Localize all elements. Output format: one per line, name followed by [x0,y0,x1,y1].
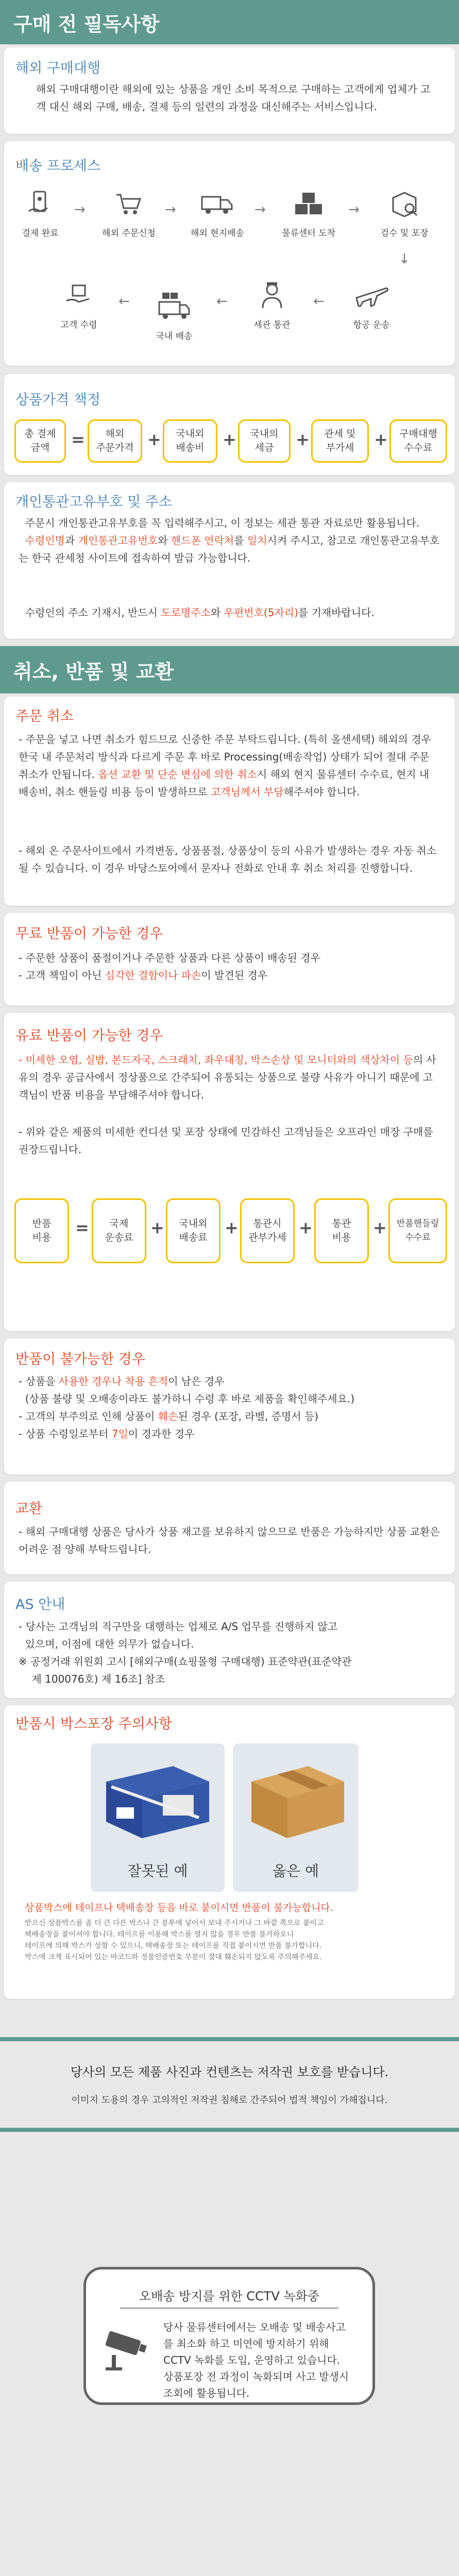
paid-return-title: 유료 반품이 가능한 경우 [15,1028,163,1044]
payment-hand-icon [25,189,56,219]
cctv-title-underline [120,2308,338,2309]
price-box-tax: 국내의 세금 [238,419,291,463]
copyright-title: 당사의 모든 제품 사진과 컨텐츠는 저작권 보호를 받습니다. [70,2065,389,2079]
step-label: 물류센터 도착 [282,228,335,239]
cctv-body: 당사 물류센터에서는 오배송 및 배송사고를 최소화 하고 미연에 방지하기 위해 CCTV 녹화를 도입, 운영하고 있습니다. 상품포장 전 과정이 녹화되며 사고 발생시 조회에 활용됩니다. [163,2321,349,2399]
price-box-fee: 구매대행 수수료 [389,419,447,463]
intro-title: 해외 구매대행 [15,60,101,76]
plus-sign: + [223,430,236,449]
return-box-handling: 반품핸들링 수수료 [388,1198,447,1263]
step-label: 해외 주문신청 [102,228,156,239]
cancel-body-2: - 해외 온 주문사이트에서 가격변동, 상품품절, 상품상이 등의 사유가 발생하는 경우 자동 취소될 수 있습니다. 이 경우 바당스토어에서 문자나 전화로 안내 후 취소 처리를 진행합니다. [19,844,437,874]
customs-officer-icon [257,280,287,311]
arrow-left-icon: ← [313,294,325,309]
return-box-intl: 국제 운송료 [92,1198,146,1263]
arrow-right-icon: → [348,202,360,217]
cctv-notice [83,2267,375,2405]
no-return-list: - 상품을 사용한 경우나 착용 흔적이 남은 경우 (상품 불량 및 오배송이라도 불가하니 수령 후 바로 제품을 확인해주세요.) - 고객의 부주의로 인해 상품이 훼손된 경우 (포장, 라벨, 증명서 등) - 상품 수령일로부터 7일이 경과한 경우 [19,1375,355,1440]
plus-sign: + [225,1218,239,1238]
step-order [98,189,160,239]
arrow-left-icon: ← [118,294,130,309]
step-label: 고객 수령 [60,320,97,330]
free-return-title: 무료 반품이 가능한 경우 [15,926,163,942]
customs-title: 개인통관고유부호 및 주소 [15,494,173,510]
step-receive [50,280,107,330]
exchange-title: 교환 [15,1501,43,1517]
step-label: 국내 배송 [156,331,193,342]
equals-sign: = [75,1218,89,1238]
plus-sign: + [147,430,161,449]
divider-top [0,2037,459,2041]
customs-card [4,482,455,639]
receive-box-icon [63,280,94,311]
exchange-card [4,1482,455,1574]
cancel-title: 주문 취소 [15,708,74,724]
customs-body-2: 수령인의 주소 기재시, 반드시 도로명주소와 우편번호(5자리)를 기재바랍니다. [25,606,375,619]
copyright-body: 이미지 도용의 경우 고의적인 저작권 침해로 간주되어 법적 책임이 가해집니다. [71,2095,388,2106]
arrow-right-icon: → [74,202,86,217]
step-warehouse [275,189,342,239]
step-label: 세관 통관 [253,320,291,330]
paid-return-body-2: - 위와 같은 제품의 미세한 컨디션 및 포장 상태에 민감하신 고객님들은 오프라인 매장 구매를 권장드립니다. [19,1126,433,1156]
boxcare-warning: 상품박스에 테이프나 택배송장 등을 바로 붙이시면 반품이 불가능합니다. [25,1902,333,1913]
bad-example-panel [91,1743,225,1892]
boxcare-details: 받으신 상품박스를 좀 더 큰 다른 박스나 큰 봉투에 넣어서 보내 주시거나 그 바깥 쪽으로 붙이고 택배송장을 붙이셔야 합니다. 테이프를 이용해 박스를 열지 않을 경우 반품 불가하오니 테이프에 의해 박스가 상할 수 있으니, 택배송장 또는 테이프를 직접 붙이시면 반품 불가합니다. 박스에 크게 표시되어 있는 바코드와 정품인증번호 부분이 절대 훼손되지 않도록 주의해주세요. [25,1919,324,1961]
no-return-title: 반품이 불가능한 경우 [15,1351,145,1367]
step-air [338,280,405,330]
arrow-right-icon: → [165,202,176,217]
section-banner-returns: 취소, 반품 및 교환 [0,646,459,693]
plus-sign: + [374,430,388,449]
plus-sign: + [373,1218,387,1238]
process-title: 배송 프로세스 [15,158,101,174]
paid-return-card [4,1013,455,1331]
price-box-total: 총 결제 금액 [14,419,66,463]
section-banner-precautions: 구매 전 필독사항 [0,0,459,44]
no-return-card [4,1338,455,1475]
parcel-van-icon [156,291,192,323]
price-box-duty: 관세 및 부가세 [311,419,369,463]
box-inspect-icon [389,189,420,219]
step-domestic [143,291,205,342]
paid-return-body-1: - 미세한 오염, 실밥, 본드자국, 스크래치, 좌우대칭, 박스손상 및 모니터와의 색상차이 등의 사유의 경우 공급사에서 정상품으로 간주되어 유통되는 상품으로 불량 사유가 아니기 때문에 고객님이 반품 비용을 부담해주셔야 합니다. [19,1054,436,1101]
equals-sign: = [71,430,85,449]
warehouse-boxes-icon [292,189,325,219]
step-label: 결제 완료 [22,228,59,239]
arrow-right-icon: → [254,202,266,217]
price-box-shipping: 국내외 배송비 [163,419,217,463]
arrow-left-icon: ← [216,294,228,309]
cardboard-box-icon [241,1751,349,1849]
step-local-delivery [186,189,248,239]
good-example-label: 옳은 예 [272,1862,319,1879]
boxcare-card [4,1705,455,1999]
as-card [4,1582,455,1698]
plus-sign: + [296,430,310,449]
good-example-panel [233,1743,359,1892]
intro-body: 해외 구매대행이란 해외에 있는 상품을 개인 소비 목적으로 구매하는 고객에게 업체가 고객 대신 해외 구매, 배송, 결제 등의 일련의 과정을 대신해주는 서비스입니다. [36,83,431,113]
cctv-title: 오배송 방지를 위한 CCTV 녹화중 [139,2289,320,2303]
step-label: 해외 현지배송 [191,228,244,239]
airplane-icon [353,280,389,311]
delivery-truck-icon [200,189,235,219]
step-inspect [371,189,438,239]
price-title: 상품가격 책정 [15,392,101,408]
intro-card [4,47,455,134]
bad-example-label: 잘못된 예 [127,1862,188,1879]
plus-sign: + [150,1218,164,1238]
shoebox-taped-icon [96,1751,219,1849]
return-box-total: 반품 비용 [14,1198,69,1263]
return-box-duty: 통관시 관부가세 [240,1198,295,1263]
return-box-shipping: 국내외 배송료 [166,1198,220,1263]
price-card [4,374,455,475]
cart-icon [113,189,144,219]
free-return-card [4,913,455,1006]
divider-bottom [0,2128,459,2132]
as-body: - 당사는 고객님의 직구만을 대행하는 업체로 A/S 업무를 진행하지 않고 있으며, 이점에 대한 의무가 없습니다. ※ 공정거래 위원회 고시 [해외구매(쇼핑몰형 구매대행) 표준약관(표준약관 제 100076호) 제 16조] 참조 [19,1620,352,1685]
step-label: 항공 운송 [353,320,390,330]
step-customs [241,280,303,330]
process-card [4,141,455,366]
customs-body-1: 주문시 개인통관고유부호를 꼭 입력해주시고, 이 정보는 세관 통관 자료로만 활용됩니다. 수령인명과 개인통관고유번호와 핸드폰 연락처를 일치시켜 주시고, 참고로 개인통관고유부호는 한국 관세청 사이트에 접속하여 발급 가능합니다. [19,517,440,564]
cctv-camera-icon [104,2326,155,2372]
exchange-body: - 해외 구매대행 상품은 당사가 상품 재고를 보유하지 않으므로 반품은 가능하지만 상품 교환은 어려운 점 양해 부탁드립니다. [19,1526,440,1555]
as-title: AS 안내 [15,1597,65,1613]
price-box-order: 해외 주문가격 [88,419,142,463]
cancel-card [4,697,455,906]
arrow-down-icon: ↓ [399,251,410,267]
return-box-clearance: 통관 비용 [314,1198,369,1263]
free-return-list: - 주문한 상품이 품절이거나 주문한 상품과 다른 상품이 배송된 경우 - 고객 책임이 아닌 심각한 결함이나 파손이 발견된 경우 [19,952,321,981]
plus-sign: + [299,1218,313,1238]
step-payment [14,189,66,239]
step-label: 검수 및 포장 [380,228,429,239]
boxcare-title: 반품시 박스포장 주의사항 [15,1716,173,1732]
cancel-body-1: - 주문을 넣고 나면 취소가 힘드므로 신중한 주문 부탁드립니다. (특히 올센세택) 해외의 경우 한국 내 주문처리 방식과 다르게 주문 후 바로 Processing(배송작업) 상태가 되어 절대 주문 취소가 안됩니다. 옵션 교환 및 단순 변심에 의한 취소시 해외 현지 물류센터 수수료, 현지 내 배송비, 취소 핸들링 비용 등이 발생하므로 고객님께서 부담해주셔야 합니다. [19,733,431,798]
